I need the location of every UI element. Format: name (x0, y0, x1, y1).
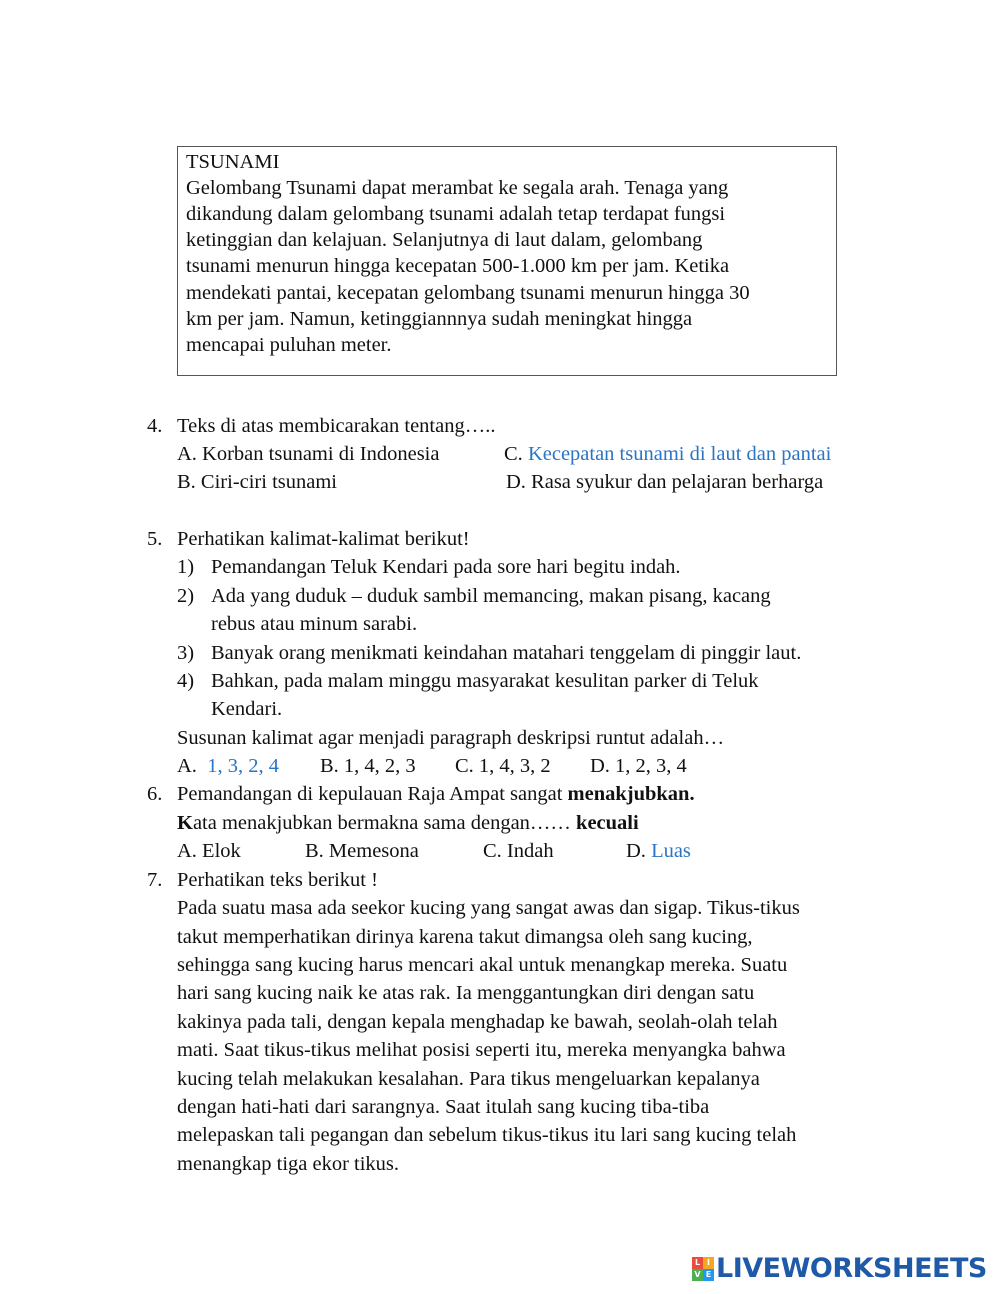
q6-line2-initial: K (177, 812, 193, 834)
q6-option-d-text: Luas (651, 840, 691, 862)
q5-option-d[interactable]: D. 1, 2, 3, 4 (590, 755, 687, 777)
q7-text: Perhatikan teks berikut ! (177, 869, 378, 891)
q5-number: 5. (147, 528, 163, 550)
q5-option-a-label: A. (177, 755, 197, 777)
q6-number: 6. (147, 783, 163, 805)
q4-option-c-text: Kecepatan tsunami di laut dan pantai (527, 443, 832, 465)
q5-item-text-cont: Kendari. (211, 698, 283, 720)
q4-option-c-label: C. (504, 443, 523, 465)
q4-option-b[interactable]: B. Ciri-ciri tsunami (177, 471, 337, 493)
q6-option-d-label: D. (626, 840, 646, 862)
q6-line2 (177, 809, 639, 837)
q5-option-b[interactable]: B. 1, 4, 2, 3 (320, 755, 416, 777)
q5-item-number: 4) (177, 670, 195, 692)
passage-line: mencapai puluhan meter. (186, 334, 392, 356)
q5-item-text: Banyak orang menikmati keindahan matahari tenggelam di pinggir laut. (211, 642, 802, 664)
q5-item-text: Pemandangan Teluk Kendari pada sore hari begitu indah. (211, 556, 681, 578)
logo-icon-cell: E (703, 1269, 714, 1281)
q7-line: kucing telah melakukan kesalahan. Para tikus mengeluarkan kepalanya (177, 1068, 760, 1090)
logo-icon-cell: L (692, 1257, 703, 1269)
passage-line: dikandung dalam gelombang tsunami adalah tetap terdapat fungsi (186, 203, 726, 225)
q6-option-a[interactable]: A. Elok (177, 840, 241, 862)
q5-item-text-cont: rebus atau minum sarabi. (211, 613, 418, 635)
q6-line2-bold-end: kecuali (576, 812, 639, 834)
logo-icon-cell: V (692, 1269, 703, 1281)
q6-option-b[interactable]: B. Memesona (305, 840, 419, 862)
q6-line2-text: ata menakjubkan bermakna sama dengan…… (192, 812, 571, 834)
q7-line: menangkap tiga ekor tikus. (177, 1153, 400, 1175)
q5-item-text: Ada yang duduk – duduk sambil memancing, makan pisang, kacang (211, 585, 771, 607)
q5-item-text: Bahkan, pada malam minggu masyarakat kesulitan parker di Teluk (211, 670, 759, 692)
passage-line: tsunami menurun hingga kecepatan 500-1.000 km per jam. Ketika (186, 255, 730, 277)
q7-line: Pada suatu masa ada seekor kucing yang sangat awas dan sigap. Tikus-tikus (177, 897, 800, 919)
passage-line: km per jam. Namun, ketinggiannnya sudah meningkat hingga (186, 308, 693, 330)
q7-line: mati. Saat tikus-tikus melihat posisi seperti itu, mereka menyangka bahwa (177, 1039, 786, 1061)
liveworksheets-logo-text: LIVEWORKSHEETS (716, 1253, 987, 1284)
q4-option-a[interactable]: A. Korban tsunami di Indonesia (177, 443, 440, 465)
passage-title: TSUNAMI (186, 151, 280, 173)
q7-number: 7. (147, 869, 163, 891)
q5-item-number: 3) (177, 642, 195, 664)
q4-option-d[interactable]: D. Rasa syukur dan pelajaran berharga (506, 471, 824, 493)
q5-item-number: 1) (177, 556, 195, 578)
q6-bold-word: menakjubkan. (567, 783, 695, 805)
liveworksheets-logo-icon (692, 1257, 714, 1281)
q6-text-main: Pemandangan di kepulauan Raja Ampat sangat (177, 783, 563, 805)
q5-instruction: Susunan kalimat agar menjadi paragraph deskripsi runtut adalah… (177, 727, 725, 749)
q4-option-c[interactable] (504, 440, 831, 468)
q5-option-c[interactable]: C. 1, 4, 3, 2 (455, 755, 551, 777)
q6-option-c[interactable]: C. Indah (483, 840, 554, 862)
q6-option-d[interactable] (626, 837, 691, 865)
q6-text (177, 780, 695, 808)
passage-line: mendekati pantai, kecepatan gelombang tsunami menurun hingga 30 (186, 282, 750, 304)
q5-item-number: 2) (177, 585, 195, 607)
q4-text: Teks di atas membicarakan tentang….. (177, 415, 496, 437)
passage-line: Gelombang Tsunami dapat merambat ke segala arah. Tenaga yang (186, 177, 729, 199)
passage-line: ketinggian dan kelajuan. Selanjutnya di laut dalam, gelombang (186, 229, 703, 251)
q4-number: 4. (147, 415, 163, 437)
q5-text: Perhatikan kalimat-kalimat berikut! (177, 528, 470, 550)
liveworksheets-logo (692, 1254, 987, 1284)
q5-option-a-text: 1, 3, 2, 4 (207, 755, 279, 777)
passage-box (177, 146, 837, 376)
q7-line: hari sang kucing naik ke atas rak. Ia menggantungkan diri dengan satu (177, 982, 755, 1004)
q7-line: melepaskan tali pegangan dan sebelum tikus-tikus itu lari sang kucing telah (177, 1124, 797, 1146)
q7-line: dengan hati-hati dari sarangnya. Saat itulah sang kucing tiba-tiba (177, 1096, 710, 1118)
q7-line: sehingga sang kucing harus mencari akal untuk menangkap mereka. Suatu (177, 954, 788, 976)
logo-icon-cell: I (703, 1257, 714, 1269)
q7-line: takut memperhatikan dirinya karena takut dimangsa oleh sang kucing, (177, 926, 753, 948)
q5-option-a[interactable] (177, 752, 279, 780)
q7-line: kakinya pada tali, dengan kepala menghadap ke bawah, seolah-olah telah (177, 1011, 778, 1033)
